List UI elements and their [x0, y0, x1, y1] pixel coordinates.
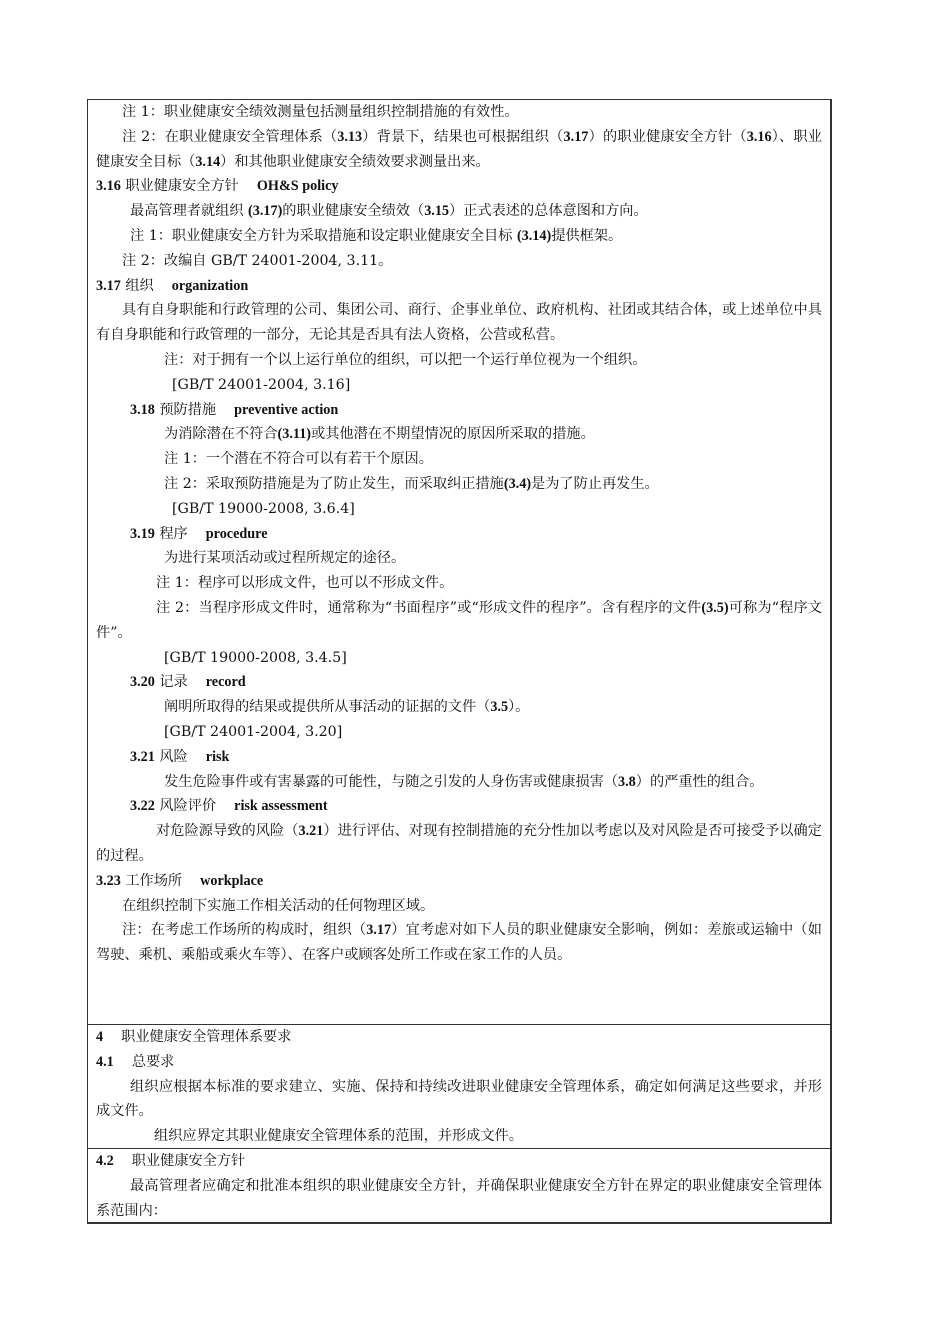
paragraph-4-1-a: 组织应根据本标准的要求建立、实施、保持和持续改进职业健康安全管理体系，确定如何满足这些要求，并形成文件。 [96, 1078, 822, 1120]
note-3-18-2 [96, 472, 822, 497]
clause-number: 3.18 [130, 401, 155, 418]
ref-number: 3.17 [366, 922, 392, 939]
clause-number: 3.19 [130, 525, 155, 542]
ref-number: 3.5 [490, 699, 509, 716]
def-text: ）。 [508, 699, 530, 716]
term-en: record [205, 674, 246, 691]
clause-number: 3.16 [96, 178, 121, 195]
heading-4-2 [96, 1149, 822, 1174]
heading-3-18 [96, 398, 822, 423]
ref-number: 3.14 [195, 153, 221, 170]
def-text: ）的严重性的组合。 [635, 773, 764, 790]
ref-number: (3.4) [503, 475, 532, 492]
ref-number: 3.8 [618, 773, 636, 790]
term-zh: 风险 [154, 748, 188, 765]
note-text: 是为了防止再发生。 [531, 475, 659, 492]
clause-number: 4.1 [96, 1053, 114, 1070]
note-text: 注 1：职业健康安全方针为采取措施和设定职业健康安全目标 [130, 227, 517, 244]
term-en: preventive action [234, 401, 339, 418]
definition-3-18 [96, 422, 822, 447]
note-3-15-1 [96, 100, 822, 125]
note-text: 注 1：职业健康安全绩效测量包括测量组织控制措施的有效性。 [122, 104, 519, 120]
term-zh: 程序 [154, 525, 188, 542]
heading-3-20 [96, 670, 822, 695]
term-zh: 职业健康安全方针 [120, 178, 239, 195]
definition-3-16 [96, 199, 822, 224]
reference-3-17: [GB/T 24001-2004, 3.16] [172, 376, 351, 393]
definition-3-19: 为进行某项活动或过程所规定的途径。 [164, 550, 406, 567]
term-zh: 工作场所 [120, 872, 183, 889]
heading-4-1 [96, 1050, 822, 1075]
section-title: 职业健康安全管理体系要求 [121, 1029, 292, 1045]
note-text: 注 2：在职业健康安全管理体系（ [122, 128, 338, 145]
clause-number: 3.22 [130, 798, 155, 815]
def-text: 对危险源导致的风险（ [156, 823, 299, 840]
note-text: ）和其他职业健康安全绩效要求测量出来。 [220, 153, 490, 170]
ref-number: (3.5) [701, 599, 729, 616]
note-3-17: 注：对于拥有一个以上运行单位的组织，可以把一个运行单位视为一个组织。 [164, 351, 647, 368]
term-en: procedure [205, 525, 268, 542]
ref-number: (3.17) [248, 203, 283, 220]
reference-3-19: [GB/T 19000-2008, 3.4.5] [164, 649, 347, 666]
ref-number: 3.21 [298, 823, 324, 840]
def-text: ）正式表述的总体意图和方向。 [449, 203, 648, 220]
section-title: 职业健康安全方针 [131, 1153, 246, 1169]
def-text: ）进行评估、对现有控制措施的充分性加以考虑以及对风险是否可接受予以确定的过程。 [96, 823, 822, 864]
heading-3-17 [96, 274, 822, 299]
note-3-19-2 [96, 596, 822, 646]
requirements-cell [88, 1024, 830, 1148]
paragraph-4-1-b: 组织应界定其职业健康安全管理体系的范围，并形成文件。 [154, 1128, 523, 1145]
term-zh: 预防措施 [154, 401, 217, 418]
clause-number: 4.2 [96, 1153, 114, 1169]
heading-3-23 [96, 869, 822, 894]
ref-number: 3.16 [746, 128, 772, 145]
def-text: 的职业健康安全绩效（ [282, 203, 425, 220]
definitions-cell [88, 100, 830, 1024]
def-text: 发生危险事件或有害暴露的可能性，与随之引发的人身伤害或健康损害（ [164, 773, 619, 790]
note-text: 提供框架。 [551, 227, 623, 244]
note-3-16-1 [96, 224, 822, 249]
definition-3-17: 具有自身职能和行政管理的公司、集团公司、商行、企事业单位、政府机构、社团或其结合体，或上述单位中具有自身职能和行政管理的一部分，无论其是否具有法人资格，公营或私营。 [96, 302, 822, 344]
policy-cell [88, 1148, 830, 1222]
term-en: workplace [200, 872, 264, 889]
ref-number: 3.13 [337, 128, 363, 145]
def-text: 最高管理者就组织 [130, 203, 249, 220]
note-text: ）、职业健康安全目标（ [96, 128, 822, 170]
heading-3-22 [96, 794, 822, 819]
note-text: 注 2：采取预防措施是为了防止发生，而采取纠正措施 [164, 475, 504, 492]
reference-3-20: [GB/T 24001-2004, 3.20] [164, 723, 343, 740]
heading-3-16 [96, 174, 822, 199]
note-text: 注：在考虑工作场所的构成时，组织（ [122, 922, 367, 939]
ref-number: (3.14) [516, 227, 552, 244]
paragraph-4-2: 最高管理者应确定和批准本组织的职业健康安全方针，并确保职业健康安全方针在界定的职业健康安全管理体系范围内： [96, 1177, 822, 1219]
term-en: OH&S policy [256, 178, 339, 195]
term-en: risk assessment [234, 798, 328, 815]
def-text: 为消除潜在不符合 [164, 426, 278, 443]
document-table [87, 99, 832, 1224]
note-text: ）宜考虑对如下人员的职业健康安全影响，例如：差旅或运输中（如驾驶、乘机、乘船或乘火车等）、在客户或顾客处所工作或在家工作的人员。 [96, 922, 822, 964]
note-3-15-2 [96, 125, 822, 175]
def-text: 或其他潜在不期望情况的原因所采取的措施。 [311, 426, 595, 443]
term-zh: 记录 [154, 674, 188, 691]
term-en: risk [205, 748, 230, 765]
note-text: 可称为“程序文件”。 [96, 599, 822, 641]
clause-number: 3.23 [96, 872, 121, 889]
section-title: 总要求 [131, 1053, 175, 1070]
clause-number: 3.20 [130, 674, 155, 691]
reference-3-18: [GB/T 19000-2008, 3.6.4] [172, 500, 355, 517]
definition-3-21 [96, 770, 822, 795]
ref-number: 3.17 [563, 128, 589, 145]
ref-number: (3.11) [277, 426, 312, 443]
definition-3-20 [96, 695, 822, 720]
note-text: ）背景下，结果也可根据组织（ [362, 128, 564, 145]
note-text: 注 2：改编自 GB/T 24001-2004, 3.11。 [122, 252, 393, 269]
ref-number: 3.15 [424, 203, 450, 220]
heading-3-19 [96, 522, 822, 547]
clause-number: 4 [96, 1029, 104, 1045]
term-en: organization [171, 277, 249, 294]
note-text: ）的职业健康安全方针（ [588, 128, 747, 145]
note-3-18-1: 注 1：一个潜在不符合可以有若干个原因。 [164, 451, 433, 468]
heading-3-21 [96, 745, 822, 770]
term-zh: 风险评价 [154, 798, 217, 815]
clause-number: 3.21 [130, 748, 155, 765]
term-zh: 组织 [120, 277, 154, 294]
note-3-16-2 [96, 249, 822, 274]
note-3-23 [96, 918, 822, 968]
note-3-19-1: 注 1：程序可以形成文件，也可以不形成文件。 [156, 575, 454, 592]
heading-4 [96, 1025, 822, 1050]
def-text: 阐明所取得的结果或提供所从事活动的证据的文件（ [164, 699, 491, 716]
clause-number: 3.17 [96, 277, 121, 294]
definition-3-22 [96, 819, 822, 869]
definition-3-23: 在组织控制下实施工作相关活动的任何物理区域。 [122, 897, 435, 914]
note-text: 注 2：当程序形成文件时，通常称为“书面程序”或“形成文件的程序”。含有程序的文件 [156, 599, 702, 616]
